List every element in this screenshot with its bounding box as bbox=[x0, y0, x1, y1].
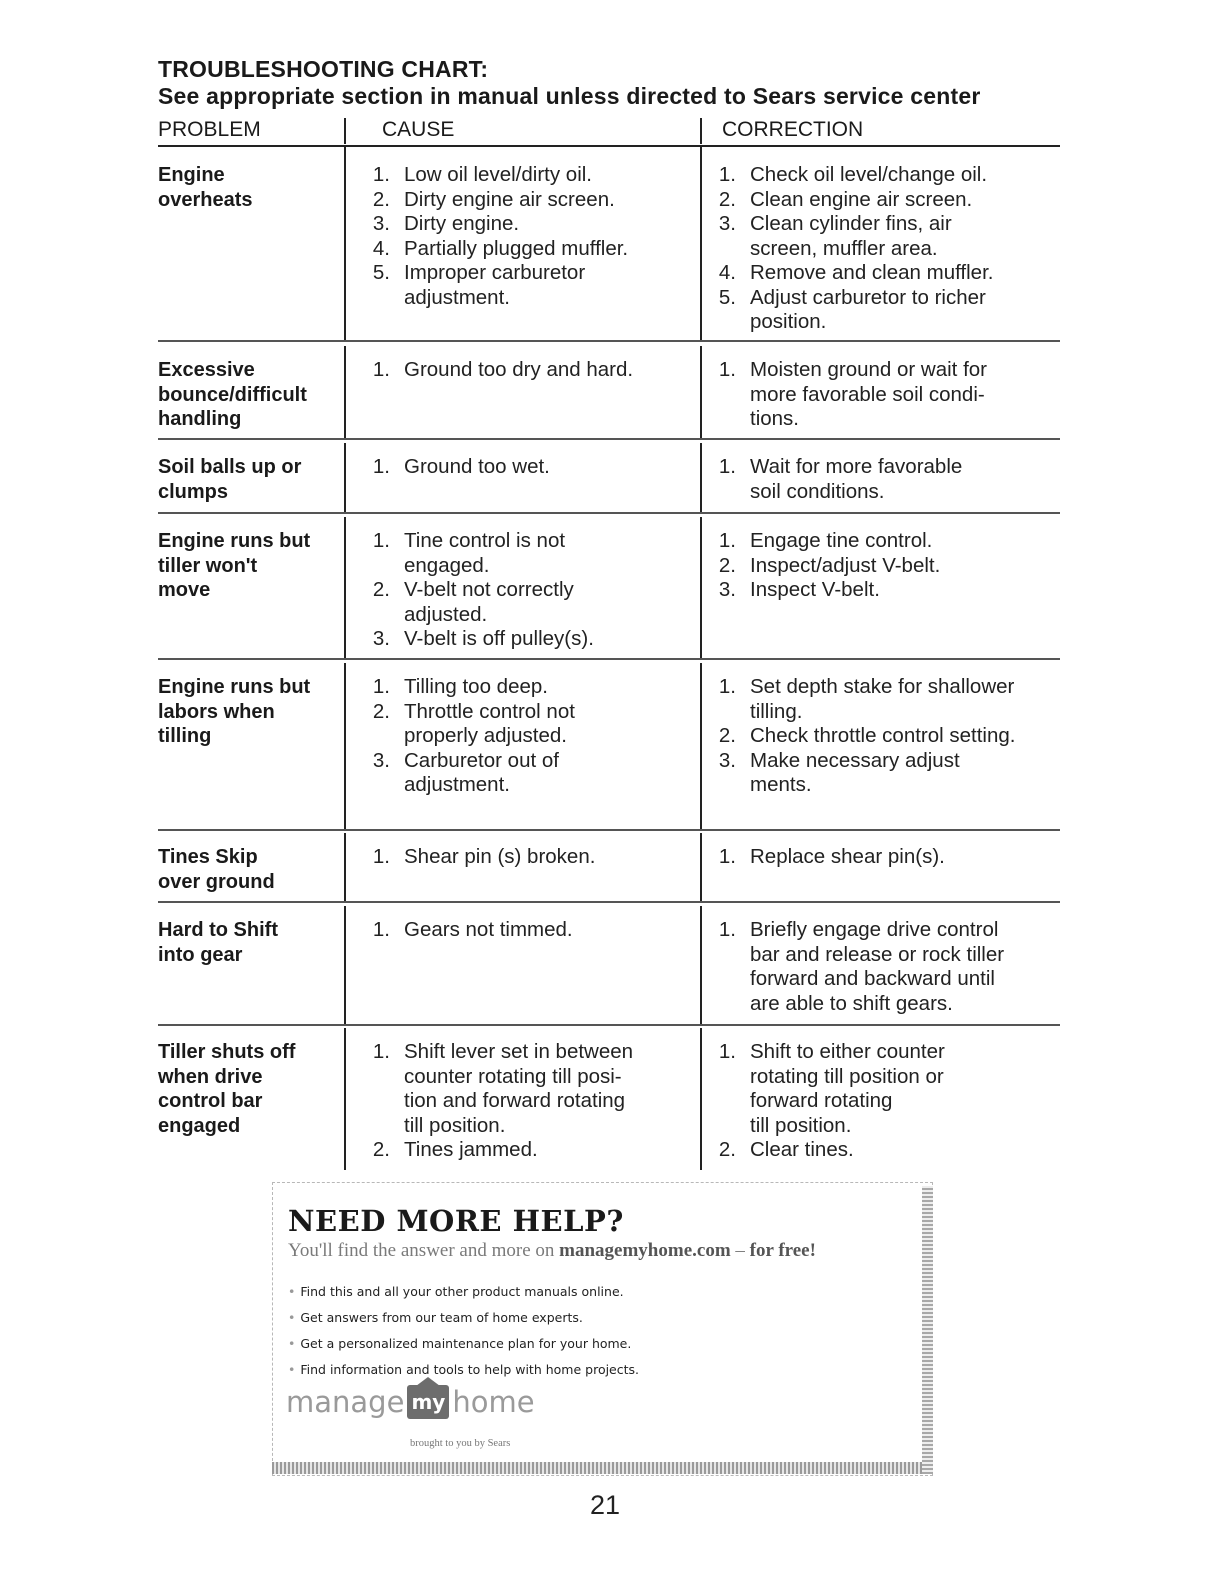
row-divider bbox=[158, 658, 1060, 660]
vertical-divider bbox=[700, 1028, 702, 1170]
item-text: Shear pin (s) broken. bbox=[404, 845, 596, 868]
correction-item bbox=[712, 675, 1057, 724]
cause-item bbox=[366, 918, 696, 943]
item-number: 3. bbox=[372, 212, 390, 235]
item-text: Carburetor out of bbox=[404, 748, 559, 772]
cause-item bbox=[366, 700, 696, 749]
item-text: soil conditions. bbox=[750, 479, 885, 503]
item-number: 4. bbox=[372, 236, 390, 260]
vertical-divider bbox=[700, 833, 702, 901]
cause-cell bbox=[366, 918, 696, 943]
problem-text: labors when bbox=[158, 700, 275, 723]
correction-item bbox=[712, 358, 1057, 432]
item-number: 3. bbox=[372, 748, 390, 772]
correction-cell bbox=[712, 163, 1057, 335]
correction-cell bbox=[712, 845, 1057, 870]
correction-cell bbox=[712, 1040, 1057, 1163]
correction-item bbox=[712, 578, 1057, 603]
item-number: 1. bbox=[372, 918, 390, 941]
item-text: Low oil level/dirty oil. bbox=[404, 163, 592, 186]
problem-text: control bar bbox=[158, 1090, 263, 1112]
item-text: Dirty engine air screen. bbox=[404, 187, 615, 211]
cause-item bbox=[366, 578, 696, 627]
item-text: Check throttle control setting. bbox=[750, 724, 1016, 747]
bullet-icon: • bbox=[288, 1310, 296, 1325]
item-number: 3. bbox=[718, 212, 736, 235]
problem-text: Engine runs but bbox=[158, 676, 311, 698]
problem-text: clumps bbox=[158, 480, 229, 503]
item-text: Inspect/adjust V-belt. bbox=[750, 553, 941, 577]
item-number: 1. bbox=[372, 675, 390, 698]
list-item: • Find information and tools to help with home projects. bbox=[288, 1362, 640, 1377]
problem-cell bbox=[158, 163, 338, 212]
vertical-divider bbox=[344, 346, 346, 438]
item-text: Dirty engine. bbox=[404, 212, 520, 235]
correction-cell bbox=[712, 358, 1057, 432]
header-divider bbox=[158, 145, 1060, 147]
item-text: Replace shear pin(s). bbox=[750, 845, 945, 868]
item-number: 1. bbox=[718, 358, 736, 381]
problem-text: engaged bbox=[158, 1114, 241, 1137]
item-number: 5. bbox=[372, 261, 390, 284]
item-text: Adjust carburetor to richer bbox=[750, 285, 986, 309]
vertical-divider bbox=[344, 517, 346, 658]
item-text: tions. bbox=[750, 407, 799, 430]
list-item: • Get a personalized maintenance plan for your home. bbox=[288, 1336, 632, 1351]
correction-item bbox=[712, 163, 1057, 188]
row-divider bbox=[158, 512, 1060, 514]
cause-item bbox=[366, 627, 696, 652]
item-text: adjusted. bbox=[404, 602, 488, 626]
item-text: Ground too wet. bbox=[404, 455, 550, 478]
vertical-divider bbox=[344, 146, 346, 340]
problem-cell bbox=[158, 1040, 338, 1138]
item-text: forward rotating bbox=[750, 1089, 893, 1112]
item-number: 3. bbox=[718, 578, 736, 601]
correction-cell bbox=[712, 529, 1057, 603]
item-text: adjustment. bbox=[404, 773, 510, 796]
header-problem: PROBLEM bbox=[158, 118, 261, 141]
item-text: Wait for more favorable bbox=[750, 455, 963, 478]
item-number: 4. bbox=[718, 261, 736, 284]
item-text: Check oil level/change oil. bbox=[750, 163, 988, 186]
correction-item bbox=[712, 529, 1057, 554]
item-number: 1. bbox=[718, 529, 736, 552]
house-icon: my bbox=[407, 1385, 449, 1419]
item-number: 1. bbox=[372, 845, 390, 868]
help-bullet-list bbox=[288, 1279, 639, 1383]
correction-item bbox=[712, 1040, 1057, 1138]
item-text: Make necessary adjust bbox=[750, 748, 960, 772]
item-number: 2. bbox=[372, 699, 390, 723]
vertical-divider bbox=[700, 517, 702, 658]
item-text: Ground too dry and hard. bbox=[404, 358, 634, 381]
item-text: adjustment. bbox=[404, 285, 510, 309]
vertical-divider bbox=[700, 663, 702, 829]
item-text: Tines jammed. bbox=[404, 1138, 538, 1161]
item-text: Moisten ground or wait for bbox=[750, 358, 988, 381]
help-box-shadow bbox=[272, 1462, 933, 1474]
correction-cell bbox=[712, 918, 1057, 1016]
item-number: 1. bbox=[718, 918, 736, 941]
item-text: forward and backward until bbox=[750, 967, 995, 990]
vertical-divider bbox=[700, 346, 702, 438]
problem-text: Tines Skip bbox=[158, 846, 258, 868]
problem-cell bbox=[158, 455, 338, 504]
item-text: Partially plugged muffler. bbox=[404, 236, 629, 260]
item-text: tilling. bbox=[750, 699, 803, 723]
item-text: properly adjusted. bbox=[404, 724, 567, 747]
item-number: 2. bbox=[372, 578, 390, 601]
problem-text: when drive bbox=[158, 1065, 263, 1088]
item-text: Throttle control not bbox=[404, 699, 575, 723]
item-text: till position. bbox=[404, 1113, 506, 1137]
item-text: Inspect V-belt. bbox=[750, 578, 880, 601]
vertical-divider bbox=[344, 118, 346, 144]
problem-text: Engine bbox=[158, 164, 225, 186]
help-title: NEED MORE HELP? bbox=[288, 1204, 624, 1238]
correction-item bbox=[712, 845, 1057, 870]
cause-cell bbox=[366, 455, 696, 480]
problem-text: Tiller shuts off bbox=[158, 1041, 296, 1063]
cause-cell bbox=[366, 358, 696, 383]
item-number: 2. bbox=[372, 1138, 390, 1161]
item-number: 2. bbox=[718, 724, 736, 747]
problem-cell bbox=[158, 918, 338, 967]
item-number: 1. bbox=[372, 163, 390, 186]
cause-item bbox=[366, 212, 696, 237]
item-text: ments. bbox=[750, 773, 812, 796]
problem-text: Soil balls up or bbox=[158, 456, 302, 478]
item-text: more favorable soil condi- bbox=[750, 382, 985, 406]
item-number: 1. bbox=[372, 529, 390, 552]
item-number: 1. bbox=[718, 455, 736, 478]
row-divider bbox=[158, 340, 1060, 342]
correction-item bbox=[712, 554, 1057, 579]
problem-text: Engine runs but bbox=[158, 530, 311, 552]
help-site-link[interactable]: managemyhome.com bbox=[559, 1240, 731, 1261]
item-number: 1. bbox=[372, 1040, 390, 1063]
item-number: 1. bbox=[718, 1040, 736, 1063]
managemyhome-logo: manage my home bbox=[286, 1385, 535, 1419]
cause-item bbox=[366, 358, 696, 383]
correction-item bbox=[712, 1138, 1057, 1163]
row-divider bbox=[158, 901, 1060, 903]
item-text: Clean engine air screen. bbox=[750, 187, 973, 211]
correction-item bbox=[712, 212, 1057, 261]
vertical-divider bbox=[700, 906, 702, 1024]
vertical-divider bbox=[344, 906, 346, 1024]
item-text: Remove and clean muffler. bbox=[750, 261, 994, 284]
item-text: position. bbox=[750, 310, 827, 333]
help-box-shadow bbox=[922, 1186, 933, 1474]
cause-item bbox=[366, 749, 696, 798]
item-text: screen, muffler area. bbox=[750, 236, 938, 260]
cause-item bbox=[366, 1138, 696, 1163]
vertical-divider bbox=[344, 1028, 346, 1170]
correction-item bbox=[712, 188, 1057, 213]
vertical-divider bbox=[700, 118, 702, 144]
page-number: 21 bbox=[590, 1490, 621, 1520]
problem-text: handling bbox=[158, 408, 242, 430]
page-title: TROUBLESHOOTING CHART: bbox=[158, 56, 489, 82]
item-number: 1. bbox=[718, 845, 736, 868]
cause-item bbox=[366, 163, 696, 188]
item-text: are able to shift gears. bbox=[750, 991, 953, 1015]
item-text: bar and release or rock tiller bbox=[750, 942, 1005, 966]
logo-subtext: brought to you by Sears bbox=[410, 1438, 511, 1449]
item-text: Gears not timmed. bbox=[404, 918, 573, 941]
help-tagline: You'll find the answer and more on managemyhome.com – for free! bbox=[288, 1240, 816, 1261]
problem-cell bbox=[158, 529, 338, 603]
problem-cell bbox=[158, 845, 338, 894]
vertical-divider bbox=[344, 663, 346, 829]
cause-cell bbox=[366, 529, 696, 652]
item-number: 1. bbox=[372, 358, 390, 381]
correction-item bbox=[712, 286, 1057, 335]
item-text: Briefly engage drive control bbox=[750, 918, 999, 941]
item-text: Tilling too deep. bbox=[404, 675, 548, 698]
cause-item bbox=[366, 845, 696, 870]
item-number: 1. bbox=[372, 455, 390, 478]
bullet-icon: • bbox=[288, 1362, 296, 1377]
cause-cell bbox=[366, 1040, 696, 1163]
problem-text: overheats bbox=[158, 188, 253, 211]
item-text: Tine control is not bbox=[404, 529, 566, 552]
correction-item bbox=[712, 749, 1057, 798]
bullet-icon: • bbox=[288, 1336, 296, 1351]
problem-text: into gear bbox=[158, 943, 243, 966]
item-number: 3. bbox=[718, 748, 736, 772]
item-text: Improper carburetor bbox=[404, 261, 586, 284]
item-text: Clear tines. bbox=[750, 1138, 854, 1161]
item-number: 5. bbox=[718, 285, 736, 309]
correction-item bbox=[712, 918, 1057, 1016]
item-text: engaged. bbox=[404, 553, 490, 577]
problem-cell bbox=[158, 358, 338, 432]
cause-item bbox=[366, 1040, 696, 1138]
item-text: till position. bbox=[750, 1113, 852, 1137]
problem-text: over ground bbox=[158, 870, 275, 893]
vertical-divider bbox=[344, 443, 346, 512]
cause-item bbox=[366, 237, 696, 262]
item-number: 2. bbox=[372, 187, 390, 211]
correction-item bbox=[712, 724, 1057, 749]
row-divider bbox=[158, 438, 1060, 440]
list-item: • Find this and all your other product manuals online. bbox=[288, 1284, 624, 1299]
cause-item bbox=[366, 261, 696, 310]
problem-text: move bbox=[158, 579, 211, 601]
row-divider bbox=[158, 829, 1060, 831]
cause-item bbox=[366, 675, 696, 700]
item-text: tion and forward rotating bbox=[404, 1089, 626, 1112]
item-text: V-belt not correctly bbox=[404, 578, 574, 601]
header-correction: CORRECTION bbox=[722, 118, 864, 141]
item-text: counter rotating till posi- bbox=[404, 1064, 622, 1088]
problem-cell bbox=[158, 675, 338, 749]
correction-cell bbox=[712, 455, 1057, 504]
item-number: 2. bbox=[718, 187, 736, 211]
cause-item bbox=[366, 188, 696, 213]
item-text: Shift to either counter bbox=[750, 1040, 945, 1063]
item-text: V-belt is off pulley(s). bbox=[404, 627, 594, 650]
vertical-divider bbox=[700, 146, 702, 340]
problem-text: tilling bbox=[158, 725, 212, 747]
row-divider bbox=[158, 1024, 1060, 1026]
bullet-icon: • bbox=[288, 1284, 296, 1299]
cause-item bbox=[366, 529, 696, 578]
item-text: rotating till position or bbox=[750, 1064, 944, 1088]
item-number: 2. bbox=[718, 553, 736, 577]
correction-cell bbox=[712, 675, 1057, 798]
item-number: 2. bbox=[718, 1138, 736, 1161]
page-subtitle: See appropriate section in manual unless directed to Sears service center bbox=[158, 83, 981, 109]
cause-item bbox=[366, 455, 696, 480]
cause-cell bbox=[366, 845, 696, 870]
correction-item bbox=[712, 455, 1057, 504]
item-text: Shift lever set in between bbox=[404, 1040, 634, 1063]
item-text: Set depth stake for shallower bbox=[750, 675, 1015, 698]
list-item: • Get answers from our team of home experts. bbox=[288, 1310, 583, 1325]
vertical-divider bbox=[700, 443, 702, 512]
item-number: 3. bbox=[372, 627, 390, 650]
problem-text: tiller won't bbox=[158, 554, 258, 577]
correction-item bbox=[712, 261, 1057, 286]
item-text: Engage tine control. bbox=[750, 529, 933, 552]
cause-cell bbox=[366, 163, 696, 310]
cause-cell bbox=[366, 675, 696, 798]
item-text: Clean cylinder fins, air bbox=[750, 212, 952, 235]
item-number: 1. bbox=[718, 675, 736, 698]
problem-text: bounce/difficult bbox=[158, 383, 307, 406]
item-number: 1. bbox=[718, 163, 736, 186]
problem-text: Excessive bbox=[158, 359, 255, 381]
problem-text: Hard to Shift bbox=[158, 919, 278, 941]
vertical-divider bbox=[344, 833, 346, 901]
header-cause: CAUSE bbox=[382, 118, 455, 141]
